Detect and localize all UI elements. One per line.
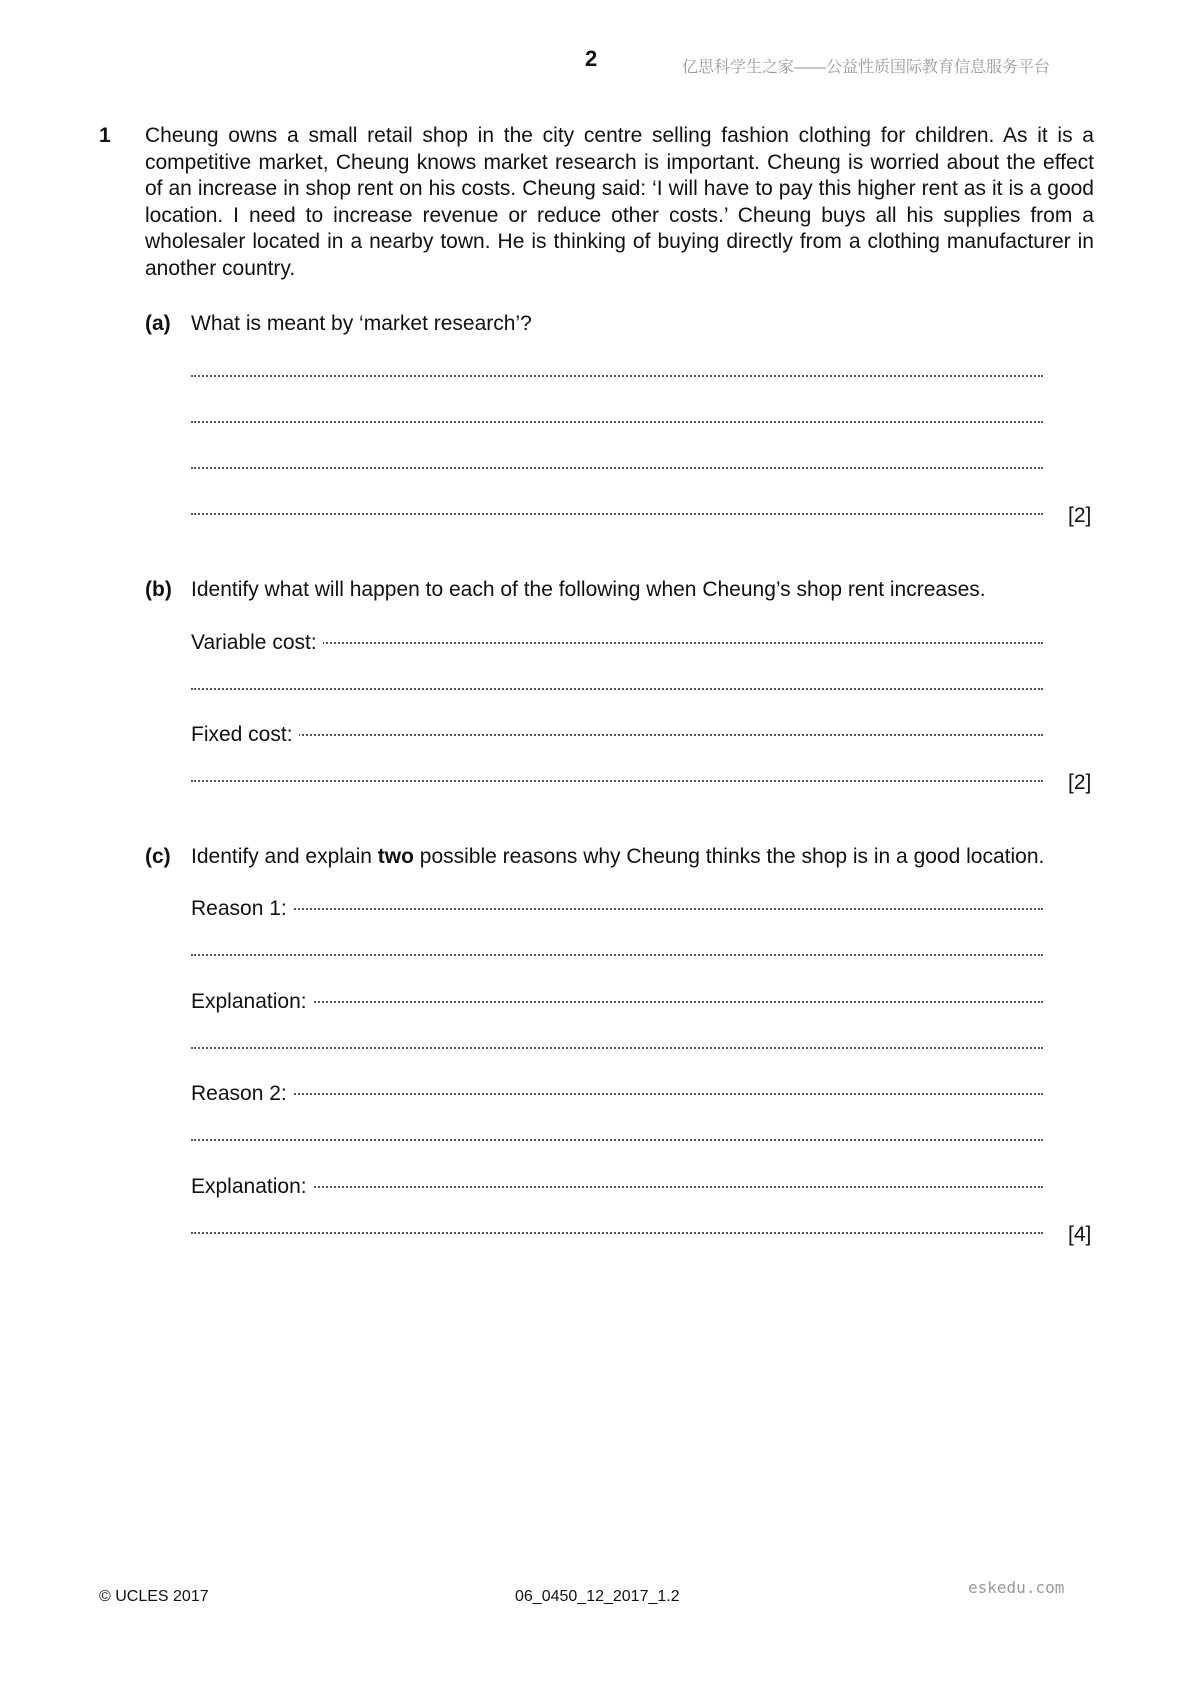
watermark-text: 亿思科学生之家——公益性质国际教育信息服务平台 [682, 59, 1051, 76]
part-a-text: What is meant by ‘market research’? [191, 312, 532, 335]
answer-line-a3[interactable] [191, 467, 1043, 469]
question-number: 1 [99, 124, 111, 147]
part-c-text-bold: two [377, 845, 414, 868]
answer-line-c8[interactable] [191, 1232, 1043, 1234]
answer-line-b4[interactable] [191, 780, 1043, 782]
explanation-1-label: Explanation: [191, 990, 313, 1014]
variable-cost-label: Variable cost: [191, 631, 323, 655]
mark-allocation-a: [2] [1068, 504, 1092, 527]
answer-line-b2[interactable] [191, 688, 1043, 690]
part-a-label: (a) [145, 312, 171, 335]
part-b-text: Identify what will happen to each of the following when Cheung’s shop rent increases. [191, 578, 986, 601]
reason-2-label: Reason 2: [191, 1082, 293, 1106]
part-c-text [191, 845, 1044, 869]
answer-line-c3[interactable] [191, 1001, 1043, 1003]
answer-line-c5[interactable] [191, 1093, 1043, 1095]
page-number: 2 [585, 46, 598, 71]
mark-allocation-c: [4] [1068, 1223, 1092, 1246]
mark-allocation-b: [2] [1068, 771, 1092, 794]
paper-code: 06_0450_12_2017_1.2 [515, 1588, 680, 1605]
part-c-label: (c) [145, 845, 171, 868]
answer-line-c7[interactable] [191, 1186, 1043, 1188]
answer-line-a2[interactable] [191, 421, 1043, 423]
site-watermark: eskedu.com [968, 1578, 1065, 1597]
fixed-cost-label: Fixed cost: [191, 723, 299, 747]
answer-line-a1[interactable] [191, 375, 1043, 377]
reason-1-label: Reason 1: [191, 897, 293, 921]
copyright: © UCLES 2017 [99, 1588, 209, 1605]
part-c-text-before: Identify and explain [191, 845, 378, 868]
answer-line-c1[interactable] [191, 908, 1043, 910]
answer-line-c6[interactable] [191, 1139, 1043, 1141]
explanation-2-label: Explanation: [191, 1175, 313, 1199]
part-c-text-after: possible reasons why Cheung thinks the shop is in a good location. [413, 845, 1045, 868]
answer-line-b3[interactable] [191, 734, 1043, 736]
answer-line-c2[interactable] [191, 954, 1043, 956]
question-stem: Cheung owns a small retail shop in the city centre selling fashion clothing for children. As it is a competitive market, Cheung knows market research is important. Cheung is worried about the effect of an increase in shop rent on his costs. Cheung said: ‘I will have to pay this higher rent as it is a good location. I need to increase revenue or reduce other costs.’ Cheung buys all his supplies from a wholesaler located in a nearby town. He is thinking of buying directly from a clothing manufacturer in another country. [145, 124, 1094, 280]
answer-line-a4[interactable] [191, 513, 1043, 515]
answer-line-c4[interactable] [191, 1047, 1043, 1049]
part-b-label: (b) [145, 578, 172, 601]
